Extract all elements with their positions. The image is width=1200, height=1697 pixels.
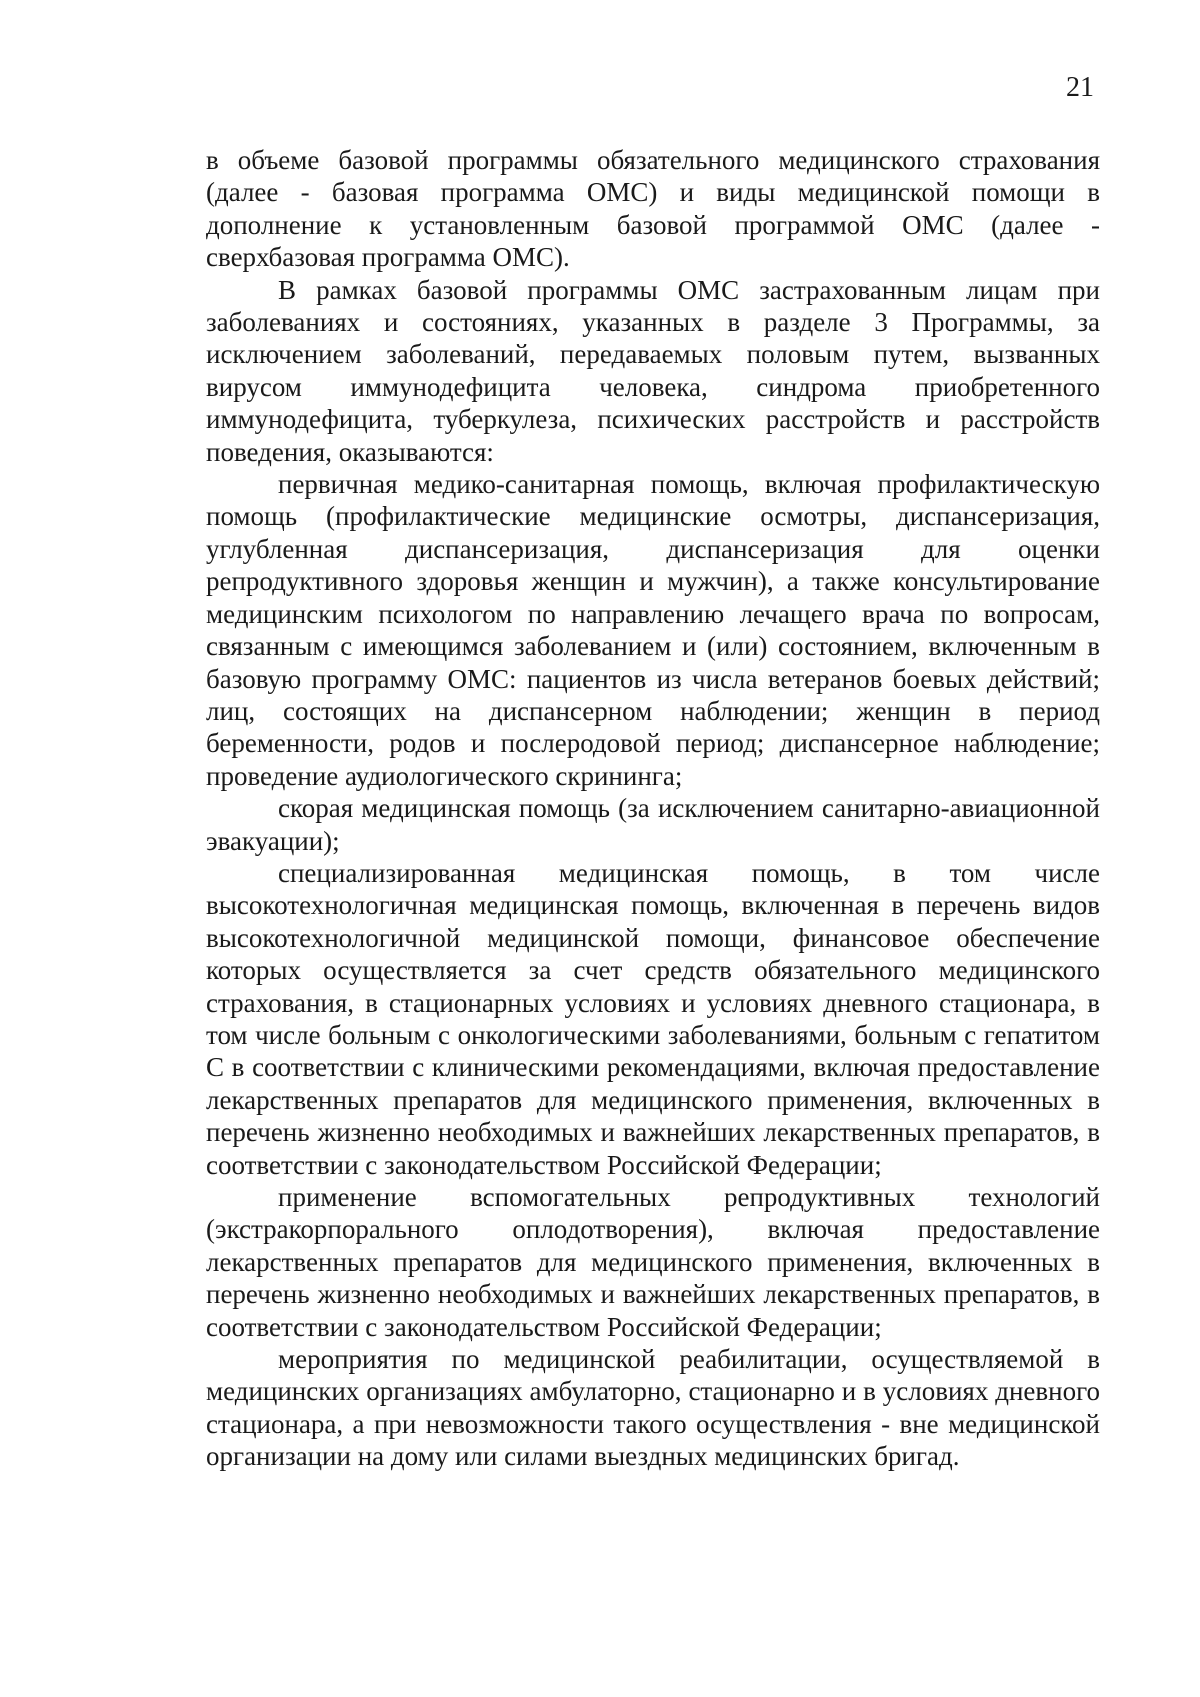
paragraph-basic-program: В рамках базовой программы ОМС застрахованным лицам при заболеваниях и состояниях, указанных в разделе 3 Программы, за исключением заболеваний, передаваемых половым путем, вызванных вирусом иммунодефицита человека, синдрома приобретенного иммунодефицита, туберкулеза, психических расстройств и расстройств поведения, оказываются: — [206, 274, 1100, 467]
page-number: 21 — [1066, 72, 1094, 103]
paragraph-continuation: в объеме базовой программы обязательного медицинского страхования (далее - базовая программа ОМС) и виды медицинской помощи в дополнение к установленным базовой программой ОМС (далее - сверхбазовая программа ОМС). — [206, 145, 1100, 273]
paragraph-reproductive-technologies: применение вспомогательных репродуктивных технологий (экстракорпорального оплодотворения), включая предоставление лекарственных препаратов для медицинского применения, включенных в перечень жизненно необходимых и важнейших лекарственных препаратов, в соответствии с законодательством Российской Федерации; — [206, 1182, 1100, 1342]
paragraph-primary-care: первичная медико-санитарная помощь, включая профилактическую помощь (профилактические медицинские осмотры, диспансеризация, углубленная диспансеризация, диспансеризация для оценки репродуктивного здоровья женщин и мужчин), а также консультирование медицинским психологом по направлению лечащего врача по вопросам, связанным с имеющимся заболеванием и (или) состоянием, включенным в базовую программу ОМС: пациентов из числа ветеранов боевых действий; лиц, состоящих на диспансерном наблюдении; женщин в период беременности, родов и послеродовой период; диспансерное наблюдение; проведение аудиологического скрининга; — [206, 469, 1100, 791]
paragraph-rehabilitation: мероприятия по медицинской реабилитации, осуществляемой в медицинских организациях амбулаторно, стационарно и в условиях дневного стационара, а при невозможности такого осуществления - вне медицинской организации на дому или силами выездных медицинских бригад. — [206, 1344, 1100, 1472]
paragraph-specialized-care: специализированная медицинская помощь, в том числе высокотехнологичная медицинская помощь, включенная в перечень видов высокотехнологичной медицинской помощи, финансовое обеспечение которых осуществляется за счет средств обязательного медицинского страхования, в стационарных условиях и условиях дневного стационара, в том числе больным с онкологическими заболеваниями, больным с гепатитом С в соответствии с клиническими рекомендациями, включая предоставление лекарственных препаратов для медицинского применения, включенных в перечень жизненно необходимых и важнейших лекарственных препаратов, в соответствии с законодательством Российской Федерации; — [206, 857, 1100, 1180]
paragraph-emergency-care: скорая медицинская помощь (за исключением санитарно-авиационной эвакуации); — [206, 793, 1100, 856]
document-body — [206, 144, 1100, 1473]
